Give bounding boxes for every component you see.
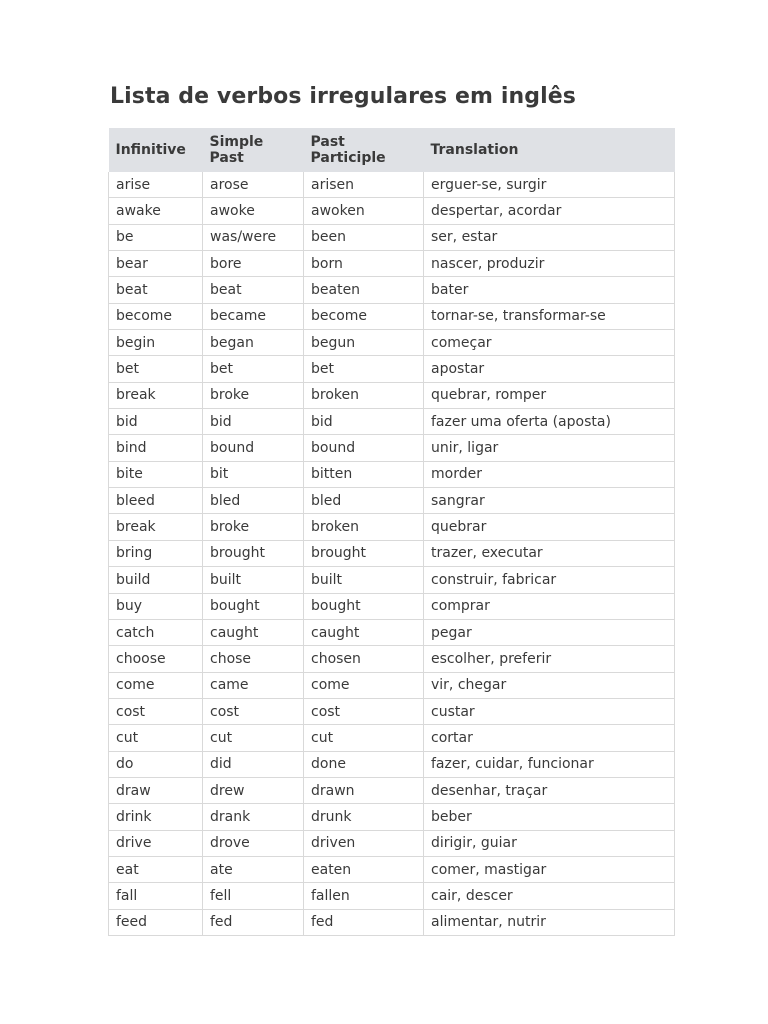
header-past-participle xyxy=(304,128,424,172)
table-row xyxy=(109,409,675,435)
cell-past-participle: bought xyxy=(304,593,424,619)
cell-past-participle: bound xyxy=(304,435,424,461)
cell-past-participle: awoken xyxy=(304,198,424,224)
cell-translation: construir, fabricar xyxy=(424,567,675,593)
cell-past-participle: brought xyxy=(304,540,424,566)
cell-infinitive: do xyxy=(109,751,203,777)
table-row xyxy=(109,751,675,777)
cell-infinitive: bring xyxy=(109,540,203,566)
table-row xyxy=(109,777,675,803)
table-row xyxy=(109,856,675,882)
cell-past-participle: arisen xyxy=(304,172,424,198)
cell-past-participle: drunk xyxy=(304,804,424,830)
cell-infinitive: choose xyxy=(109,646,203,672)
cell-past-participle: bled xyxy=(304,488,424,514)
cell-translation: morder xyxy=(424,461,675,487)
cell-translation: cair, descer xyxy=(424,883,675,909)
cell-simple-past: chose xyxy=(203,646,304,672)
cell-infinitive: draw xyxy=(109,777,203,803)
header-simple-past xyxy=(203,128,304,172)
cell-translation: fazer, cuidar, funcionar xyxy=(424,751,675,777)
cell-past-participle: driven xyxy=(304,830,424,856)
header-translation xyxy=(424,128,675,172)
cell-infinitive: fall xyxy=(109,883,203,909)
cell-past-participle: born xyxy=(304,251,424,277)
cell-past-participle: fallen xyxy=(304,883,424,909)
table-row xyxy=(109,593,675,619)
cell-infinitive: bid xyxy=(109,409,203,435)
header-line: Translation xyxy=(430,142,519,158)
cell-past-participle: cost xyxy=(304,698,424,724)
table-row xyxy=(109,646,675,672)
cell-simple-past: bet xyxy=(203,356,304,382)
cell-translation: nascer, produzir xyxy=(424,251,675,277)
cell-past-participle: broken xyxy=(304,382,424,408)
cell-simple-past: brought xyxy=(203,540,304,566)
cell-past-participle: done xyxy=(304,751,424,777)
cell-past-participle: chosen xyxy=(304,646,424,672)
cell-simple-past: broke xyxy=(203,514,304,540)
cell-simple-past: began xyxy=(203,330,304,356)
cell-translation: começar xyxy=(424,330,675,356)
cell-infinitive: cut xyxy=(109,725,203,751)
table-row xyxy=(109,567,675,593)
cell-infinitive: be xyxy=(109,224,203,250)
cell-infinitive: catch xyxy=(109,619,203,645)
table-row xyxy=(109,198,675,224)
verbs-table xyxy=(108,128,675,936)
cell-infinitive: drive xyxy=(109,830,203,856)
cell-translation: dirigir, guiar xyxy=(424,830,675,856)
cell-simple-past: bled xyxy=(203,488,304,514)
cell-past-participle: beaten xyxy=(304,277,424,303)
cell-simple-past: arose xyxy=(203,172,304,198)
table-row xyxy=(109,330,675,356)
cell-infinitive: build xyxy=(109,567,203,593)
cell-infinitive: beat xyxy=(109,277,203,303)
table-row xyxy=(109,725,675,751)
table-row xyxy=(109,461,675,487)
table-row xyxy=(109,830,675,856)
table-row xyxy=(109,488,675,514)
cell-translation: escolher, preferir xyxy=(424,646,675,672)
header-line: Simple xyxy=(209,134,264,150)
table-row xyxy=(109,277,675,303)
cell-translation: comer, mastigar xyxy=(424,856,675,882)
table-row xyxy=(109,251,675,277)
cell-translation: pegar xyxy=(424,619,675,645)
cell-infinitive: eat xyxy=(109,856,203,882)
cell-infinitive: bet xyxy=(109,356,203,382)
cell-translation: ser, estar xyxy=(424,224,675,250)
table-row xyxy=(109,356,675,382)
cell-infinitive: awake xyxy=(109,198,203,224)
table-row xyxy=(109,382,675,408)
table-header-row xyxy=(109,128,675,172)
cell-simple-past: bid xyxy=(203,409,304,435)
cell-translation: trazer, executar xyxy=(424,540,675,566)
cell-infinitive: become xyxy=(109,303,203,329)
cell-infinitive: bleed xyxy=(109,488,203,514)
cell-translation: desenhar, traçar xyxy=(424,777,675,803)
cell-simple-past: fell xyxy=(203,883,304,909)
cell-infinitive: come xyxy=(109,672,203,698)
page-title: Lista de verbos irregulares em inglês xyxy=(110,84,576,109)
cell-past-participle: caught xyxy=(304,619,424,645)
cell-infinitive: bind xyxy=(109,435,203,461)
cell-infinitive: begin xyxy=(109,330,203,356)
cell-past-participle: eaten xyxy=(304,856,424,882)
cell-simple-past: drank xyxy=(203,804,304,830)
cell-translation: custar xyxy=(424,698,675,724)
cell-translation: comprar xyxy=(424,593,675,619)
cell-infinitive: break xyxy=(109,382,203,408)
cell-simple-past: cost xyxy=(203,698,304,724)
table-row xyxy=(109,698,675,724)
table-row xyxy=(109,672,675,698)
cell-past-participle: been xyxy=(304,224,424,250)
cell-past-participle: cut xyxy=(304,725,424,751)
cell-translation: cortar xyxy=(424,725,675,751)
table-row xyxy=(109,303,675,329)
cell-infinitive: arise xyxy=(109,172,203,198)
table-row xyxy=(109,514,675,540)
cell-past-participle: begun xyxy=(304,330,424,356)
cell-simple-past: was/were xyxy=(203,224,304,250)
table-body xyxy=(109,172,675,935)
cell-past-participle: come xyxy=(304,672,424,698)
cell-translation: beber xyxy=(424,804,675,830)
cell-simple-past: beat xyxy=(203,277,304,303)
cell-past-participle: fed xyxy=(304,909,424,935)
cell-simple-past: broke xyxy=(203,382,304,408)
table-row xyxy=(109,435,675,461)
header-infinitive xyxy=(109,128,203,172)
cell-simple-past: fed xyxy=(203,909,304,935)
cell-translation: sangrar xyxy=(424,488,675,514)
cell-infinitive: buy xyxy=(109,593,203,619)
cell-simple-past: bound xyxy=(203,435,304,461)
cell-past-participle: become xyxy=(304,303,424,329)
cell-past-participle: bitten xyxy=(304,461,424,487)
cell-simple-past: bit xyxy=(203,461,304,487)
cell-translation: fazer uma oferta (aposta) xyxy=(424,409,675,435)
cell-past-participle: built xyxy=(304,567,424,593)
cell-simple-past: did xyxy=(203,751,304,777)
header-line: Past xyxy=(209,150,244,166)
cell-simple-past: caught xyxy=(203,619,304,645)
table-row xyxy=(109,224,675,250)
cell-simple-past: drew xyxy=(203,777,304,803)
cell-simple-past: bore xyxy=(203,251,304,277)
cell-translation: unir, ligar xyxy=(424,435,675,461)
table-row xyxy=(109,619,675,645)
cell-translation: tornar-se, transformar-se xyxy=(424,303,675,329)
cell-translation: bater xyxy=(424,277,675,303)
cell-simple-past: came xyxy=(203,672,304,698)
cell-translation: apostar xyxy=(424,356,675,382)
table-row xyxy=(109,909,675,935)
cell-simple-past: cut xyxy=(203,725,304,751)
cell-infinitive: bite xyxy=(109,461,203,487)
cell-infinitive: break xyxy=(109,514,203,540)
cell-translation: quebrar, romper xyxy=(424,382,675,408)
table-row xyxy=(109,172,675,198)
cell-infinitive: feed xyxy=(109,909,203,935)
cell-infinitive: cost xyxy=(109,698,203,724)
cell-infinitive: drink xyxy=(109,804,203,830)
table-row xyxy=(109,540,675,566)
cell-simple-past: awoke xyxy=(203,198,304,224)
cell-simple-past: drove xyxy=(203,830,304,856)
cell-past-participle: drawn xyxy=(304,777,424,803)
cell-translation: alimentar, nutrir xyxy=(424,909,675,935)
cell-past-participle: broken xyxy=(304,514,424,540)
table-row xyxy=(109,883,675,909)
cell-simple-past: became xyxy=(203,303,304,329)
cell-simple-past: ate xyxy=(203,856,304,882)
cell-infinitive: bear xyxy=(109,251,203,277)
cell-translation: quebrar xyxy=(424,514,675,540)
cell-simple-past: built xyxy=(203,567,304,593)
cell-simple-past: bought xyxy=(203,593,304,619)
cell-translation: despertar, acordar xyxy=(424,198,675,224)
table-row xyxy=(109,804,675,830)
header-line: Infinitive xyxy=(115,142,186,158)
cell-past-participle: bet xyxy=(304,356,424,382)
cell-translation: erguer-se, surgir xyxy=(424,172,675,198)
header-line: Past xyxy=(310,134,345,150)
cell-past-participle: bid xyxy=(304,409,424,435)
header-line: Participle xyxy=(310,150,386,166)
cell-translation: vir, chegar xyxy=(424,672,675,698)
